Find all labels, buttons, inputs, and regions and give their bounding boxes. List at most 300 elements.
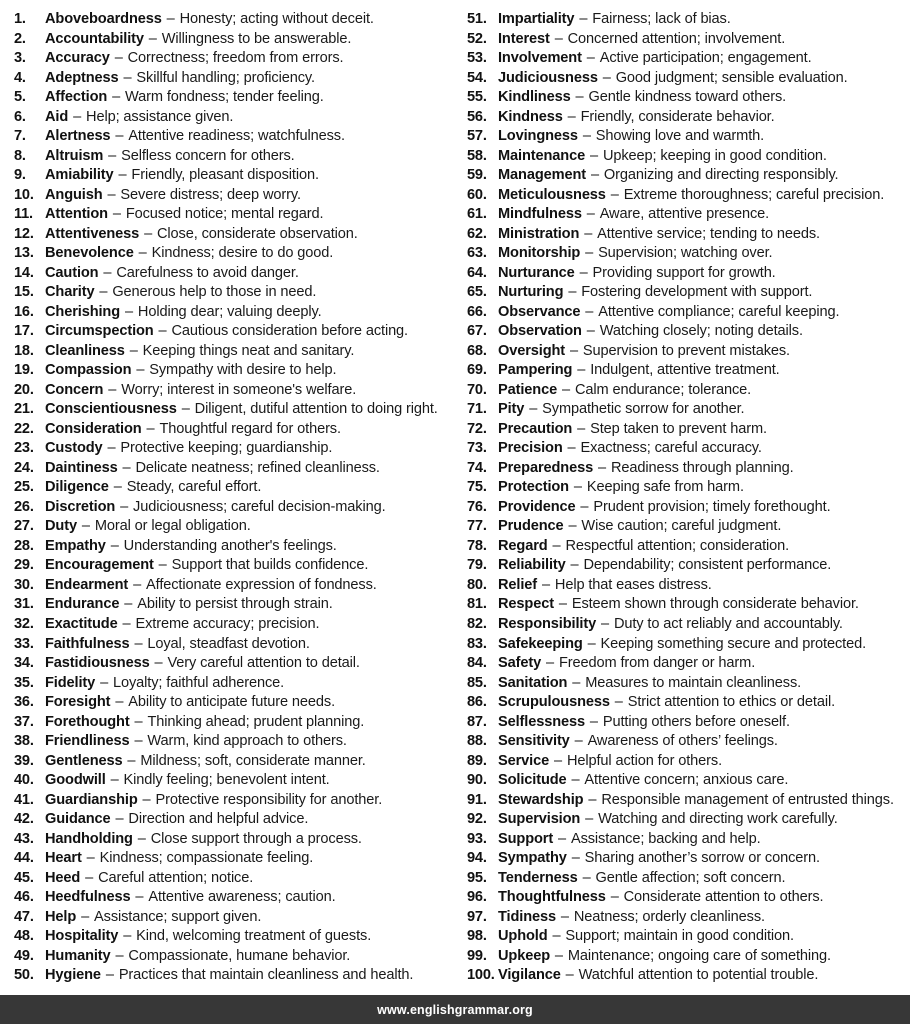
item-term: Heed — [45, 869, 81, 886]
item-definition: Kindness; compassionate feeling. — [99, 850, 314, 867]
footer-bar — [0, 995, 910, 1024]
item-term: Maintenance — [498, 147, 586, 164]
item-separator: – — [582, 323, 599, 340]
list-item — [467, 635, 904, 655]
item-term: Endearment — [45, 576, 129, 593]
item-term: Heart — [45, 850, 82, 867]
list-item — [14, 264, 451, 284]
list-item — [467, 478, 904, 498]
item-number: 56. — [467, 108, 487, 125]
list-item — [14, 576, 451, 596]
item-number: 33. — [14, 635, 34, 652]
list-item — [467, 947, 904, 967]
item-definition: Measures to maintain cleanliness. — [585, 674, 802, 691]
item-number: 44. — [14, 850, 34, 867]
item-number: 12. — [14, 225, 34, 242]
item-definition: Protective keeping; guardianship. — [120, 440, 333, 457]
item-number: 6. — [14, 108, 26, 125]
item-separator: – — [69, 108, 86, 125]
item-number: 93. — [467, 830, 487, 847]
item-number: 73. — [467, 440, 487, 457]
list-item — [467, 888, 904, 908]
two-column-layout — [0, 10, 910, 986]
item-number: 11. — [14, 206, 33, 223]
list-item — [14, 244, 451, 264]
item-number: 89. — [467, 752, 487, 769]
item-separator: – — [586, 147, 602, 164]
list-item — [14, 713, 451, 733]
list-item — [14, 381, 451, 401]
item-number: 75. — [467, 479, 487, 496]
list-item — [467, 303, 904, 323]
list-item — [467, 127, 904, 147]
item-separator: – — [116, 498, 133, 515]
list-item — [14, 752, 451, 772]
item-term: Adeptness — [45, 69, 119, 86]
item-definition: Help that eases distress. — [554, 576, 712, 593]
list-item — [14, 10, 451, 30]
item-term: Meticulousness — [498, 186, 606, 203]
item-separator: – — [150, 655, 167, 672]
item-definition: Friendly, considerate behavior. — [580, 108, 775, 125]
item-term: Providence — [498, 498, 576, 515]
item-term: Concern — [45, 381, 104, 398]
item-number: 85. — [467, 674, 487, 691]
item-number: 50. — [14, 967, 34, 984]
item-separator: – — [111, 128, 128, 145]
item-number: 4. — [14, 69, 26, 86]
item-term: Regard — [498, 537, 548, 554]
item-number: 76. — [467, 498, 487, 515]
item-number: 64. — [467, 264, 487, 281]
item-term: Affection — [45, 89, 108, 106]
item-definition: Attentive concern; anxious care. — [584, 772, 789, 789]
item-term: Selflessness — [498, 713, 585, 730]
item-separator: – — [563, 440, 580, 457]
item-number: 42. — [14, 811, 34, 828]
list-item — [14, 635, 451, 655]
list-item — [14, 205, 451, 225]
item-term: Hospitality — [45, 928, 119, 945]
item-definition: Loyalty; faithful adherence. — [113, 674, 285, 691]
item-separator: – — [130, 635, 147, 652]
item-number: 37. — [14, 713, 34, 730]
item-number: 23. — [14, 440, 34, 457]
item-number: 22. — [14, 420, 34, 437]
item-term: Observation — [498, 323, 582, 340]
list-item — [14, 498, 451, 518]
item-separator: – — [119, 928, 136, 945]
item-separator: – — [550, 30, 567, 47]
item-separator: – — [556, 908, 573, 925]
list-item — [467, 771, 904, 791]
item-definition: Affectionate expression of fondness. — [146, 576, 377, 593]
list-item — [467, 908, 904, 928]
list-item — [467, 674, 904, 694]
item-number: 27. — [14, 518, 34, 535]
item-term: Circumspection — [45, 323, 154, 340]
item-definition: Keeping something secure and protected. — [600, 635, 867, 652]
item-definition: Focused notice; mental regard. — [125, 206, 324, 223]
list-item — [14, 108, 451, 128]
list-item — [14, 771, 451, 791]
list-item — [467, 869, 904, 889]
list-item — [14, 966, 451, 986]
item-number: 58. — [467, 147, 487, 164]
item-separator: – — [99, 264, 116, 281]
list-item — [467, 439, 904, 459]
item-definition: Assistance; support given. — [94, 908, 262, 925]
item-term: Tenderness — [498, 869, 578, 886]
item-definition: Close support through a process. — [150, 830, 362, 847]
item-term: Nurturing — [498, 284, 564, 301]
item-separator: – — [101, 967, 118, 984]
list-item — [14, 654, 451, 674]
item-term: Aboveboardness — [45, 11, 162, 27]
item-number: 86. — [467, 694, 487, 711]
item-term: Fidelity — [45, 674, 96, 691]
item-term: Prudence — [498, 518, 564, 535]
item-term: Support — [498, 830, 554, 847]
item-number: 77. — [467, 518, 487, 535]
list-item — [14, 947, 451, 967]
item-term: Conscientiousness — [45, 401, 177, 418]
item-separator: – — [109, 479, 126, 496]
item-term: Compassion — [45, 362, 132, 379]
item-number: 20. — [14, 381, 34, 398]
item-term: Exactitude — [45, 615, 118, 632]
item-term: Accuracy — [45, 50, 110, 67]
item-separator: – — [548, 537, 565, 554]
item-number: 47. — [14, 908, 34, 925]
item-separator: – — [77, 518, 94, 535]
item-separator: – — [538, 576, 554, 593]
item-definition: Thinking ahead; prudent planning. — [147, 713, 365, 730]
item-definition: Honesty; acting without deceit. — [179, 11, 374, 27]
item-separator: – — [606, 889, 623, 906]
list-item — [14, 732, 451, 752]
item-definition: Attentive readiness; watchfulness. — [128, 128, 345, 145]
item-separator: – — [548, 928, 565, 945]
item-term: Forethought — [45, 713, 130, 730]
item-number: 57. — [467, 128, 487, 145]
left-column — [0, 10, 455, 986]
item-definition: Providing support for growth. — [592, 264, 776, 281]
item-definition: Willingness to be answerable. — [161, 30, 352, 47]
list-item — [467, 830, 904, 850]
item-term: Heedfulness — [45, 889, 131, 906]
list-item — [14, 517, 451, 537]
item-definition: Understanding another's feelings. — [123, 537, 337, 554]
list-item — [467, 205, 904, 225]
item-definition: Support that builds confidence. — [171, 557, 369, 574]
item-separator: – — [108, 89, 125, 106]
item-number: 97. — [467, 908, 487, 925]
list-item — [467, 420, 904, 440]
item-number: 16. — [14, 303, 34, 320]
item-term: Preparedness — [498, 459, 594, 476]
item-term: Ministration — [498, 225, 580, 242]
item-definition: Step taken to prevent harm. — [590, 420, 767, 437]
item-definition: Cautious consideration before acting. — [171, 323, 408, 340]
item-number: 13. — [14, 245, 34, 262]
list-item — [14, 459, 451, 479]
list-item — [467, 576, 904, 596]
item-term: Discretion — [45, 498, 116, 515]
item-definition: Direction and helpful advice. — [128, 811, 309, 828]
item-separator: – — [570, 733, 587, 750]
item-definition: Watching and directing work carefully. — [598, 811, 838, 828]
list-item — [14, 888, 451, 908]
item-term: Safekeeping — [498, 635, 583, 652]
item-separator: – — [569, 479, 586, 496]
item-separator: – — [111, 694, 128, 711]
item-definition: Responsible management of entrusted things. — [601, 791, 894, 808]
item-term: Relief — [498, 576, 538, 593]
item-number: 17. — [14, 323, 34, 340]
item-term: Caution — [45, 264, 99, 281]
item-definition: Assistance; backing and help. — [570, 830, 761, 847]
item-definition: Readiness through planning. — [610, 459, 794, 476]
item-separator: – — [144, 30, 161, 47]
list-item — [14, 869, 451, 889]
item-number: 29. — [14, 557, 34, 574]
list-item — [467, 30, 904, 50]
item-separator: – — [142, 420, 159, 437]
item-separator: – — [108, 206, 125, 223]
list-item — [14, 908, 451, 928]
item-separator: – — [581, 811, 598, 828]
item-separator: – — [573, 420, 590, 437]
item-number: 7. — [14, 128, 26, 145]
item-definition: Neatness; orderly cleanliness. — [573, 908, 765, 925]
item-term: Stewardship — [498, 791, 584, 808]
item-separator: – — [119, 69, 136, 86]
item-definition: Attentive compliance; careful keeping. — [598, 303, 840, 320]
item-number: 96. — [467, 889, 487, 906]
item-separator: – — [129, 576, 146, 593]
item-term: Kindness — [498, 108, 563, 125]
item-term: Empathy — [45, 537, 106, 554]
item-separator: – — [104, 381, 121, 398]
item-number: 34. — [14, 655, 34, 672]
item-separator: – — [598, 69, 615, 86]
item-separator: – — [162, 11, 179, 27]
item-number: 18. — [14, 342, 34, 359]
list-item — [467, 186, 904, 206]
item-separator: – — [582, 50, 599, 67]
item-separator: – — [123, 752, 140, 769]
item-number: 25. — [14, 479, 34, 496]
item-number: 71. — [467, 401, 487, 418]
item-definition: Warm fondness; tender feeling. — [125, 89, 324, 106]
list-item — [14, 537, 451, 557]
item-number: 63. — [467, 245, 487, 262]
item-number: 78. — [467, 537, 487, 554]
item-definition: Warm, kind approach to others. — [147, 733, 347, 750]
item-separator: – — [581, 245, 598, 262]
item-term: Upkeep — [498, 947, 550, 964]
item-term: Management — [498, 167, 587, 184]
item-definition: Keeping things neat and sanitary. — [142, 342, 355, 359]
item-separator: – — [134, 245, 151, 262]
list-item — [14, 361, 451, 381]
item-number: 90. — [467, 772, 487, 789]
item-separator: – — [575, 11, 592, 27]
list-item — [467, 732, 904, 752]
list-item — [14, 693, 451, 713]
item-number: 60. — [467, 186, 487, 203]
item-number: 100. — [467, 967, 495, 984]
list-item — [467, 791, 904, 811]
list-item — [467, 556, 904, 576]
item-definition: Keeping safe from harm. — [586, 479, 744, 496]
item-term: Humanity — [45, 947, 111, 964]
item-definition: Holding dear; valuing deeply. — [137, 303, 322, 320]
website-url: www.englishgrammar.org — [377, 1002, 533, 1017]
item-separator: – — [138, 791, 155, 808]
item-term: Help — [45, 908, 77, 925]
list-item — [467, 752, 904, 772]
item-definition: Dependability; consistent performance. — [583, 557, 832, 574]
list-item — [467, 498, 904, 518]
item-definition: Support; maintain in good condition. — [565, 928, 794, 945]
item-term: Friendliness — [45, 733, 130, 750]
item-number: 74. — [467, 459, 487, 476]
item-separator: – — [130, 713, 147, 730]
item-number: 36. — [14, 694, 34, 711]
item-separator: – — [583, 635, 600, 652]
list-item — [14, 342, 451, 362]
list-item — [14, 849, 451, 869]
item-definition: Organizing and directing responsibly. — [603, 167, 839, 184]
item-definition: Judiciousness; careful decision-making. — [133, 498, 386, 515]
item-definition: Fostering development with support. — [581, 284, 813, 301]
item-definition: Practices that maintain cleanliness and health. — [118, 967, 414, 984]
item-definition: Duty to act reliably and accountably. — [613, 615, 843, 632]
item-term: Vigilance — [498, 967, 561, 984]
item-separator: – — [573, 362, 590, 379]
item-definition: Moral or legal obligation. — [94, 518, 251, 535]
item-definition: Kindly feeling; benevolent intent. — [123, 772, 330, 789]
item-separator: – — [118, 615, 135, 632]
item-number: 72. — [467, 420, 487, 437]
item-term: Cleanliness — [45, 342, 125, 359]
item-separator: – — [140, 225, 157, 242]
item-definition: Exactness; careful accuracy. — [580, 440, 762, 457]
item-term: Anguish — [45, 186, 103, 203]
item-number: 5. — [14, 89, 26, 106]
item-definition: Extreme thoroughness; careful precision. — [623, 186, 885, 203]
item-term: Cherishing — [45, 303, 121, 320]
item-definition: Kindness; desire to do good. — [151, 245, 334, 262]
item-number: 15. — [14, 284, 34, 301]
item-separator: – — [551, 947, 567, 964]
item-term: Tidiness — [498, 908, 556, 925]
item-separator: – — [106, 537, 123, 554]
item-number: 43. — [14, 830, 34, 847]
item-term: Accountability — [45, 30, 144, 47]
list-item — [467, 225, 904, 245]
item-number: 52. — [467, 30, 487, 47]
item-separator: – — [103, 186, 120, 203]
list-item — [467, 459, 904, 479]
item-term: Attentiveness — [45, 225, 140, 242]
list-item — [14, 147, 451, 167]
item-definition: Generous help to those in need. — [112, 284, 317, 301]
list-item — [467, 615, 904, 635]
item-term: Encouragement — [45, 557, 154, 574]
item-separator: – — [106, 772, 123, 789]
item-number: 32. — [14, 615, 34, 632]
item-term: Observance — [498, 303, 581, 320]
item-term: Gentleness — [45, 752, 123, 769]
item-definition: Upkeep; keeping in good condition. — [602, 147, 827, 164]
item-separator: – — [103, 440, 120, 457]
item-term: Sanitation — [498, 674, 568, 691]
item-separator: – — [130, 733, 147, 750]
item-definition: Protective responsibility for another. — [155, 791, 383, 808]
item-separator: – — [177, 401, 194, 418]
word-list-left — [14, 10, 451, 986]
list-item — [14, 303, 451, 323]
item-number: 65. — [467, 284, 487, 301]
item-definition: Sharing another’s sorrow or concern. — [584, 850, 820, 867]
item-definition: Carefulness to avoid danger. — [116, 264, 299, 281]
list-item — [14, 166, 451, 186]
item-definition: Freedom from danger or harm. — [558, 655, 756, 672]
item-number: 92. — [467, 811, 487, 828]
item-number: 26. — [14, 498, 34, 515]
item-definition: Sympathy with desire to help. — [149, 362, 337, 379]
item-definition: Gentle kindness toward others. — [588, 89, 787, 106]
item-separator: – — [154, 557, 171, 574]
item-separator: – — [584, 791, 601, 808]
item-number: 54. — [467, 69, 487, 86]
item-number: 24. — [14, 459, 34, 476]
item-separator: – — [580, 225, 597, 242]
item-definition: Helpful action for others. — [566, 752, 723, 769]
list-item — [467, 713, 904, 733]
item-definition: Extreme accuracy; precision. — [135, 615, 320, 632]
item-number: 87. — [467, 713, 487, 730]
item-term: Oversight — [498, 342, 566, 359]
item-definition: Considerate attention to others. — [623, 889, 824, 906]
item-separator: – — [568, 674, 585, 691]
item-term: Guardianship — [45, 791, 138, 808]
item-number: 79. — [467, 557, 487, 574]
item-separator: – — [571, 89, 588, 106]
item-definition: Active participation; engagement. — [599, 50, 812, 67]
item-definition: Attentive awareness; caution. — [148, 889, 336, 906]
item-separator: – — [96, 674, 113, 691]
item-number: 38. — [14, 733, 34, 750]
item-term: Uphold — [498, 928, 548, 945]
item-number: 61. — [467, 206, 487, 223]
list-item — [14, 478, 451, 498]
item-term: Duty — [45, 518, 77, 535]
item-number: 69. — [467, 362, 487, 379]
item-term: Aid — [45, 108, 69, 125]
item-term: Supervision — [498, 811, 581, 828]
item-separator: – — [125, 342, 142, 359]
item-separator: – — [610, 694, 627, 711]
item-definition: Concerned attention; involvement. — [567, 30, 786, 47]
list-item — [467, 537, 904, 557]
item-definition: Maintenance; ongoing care of something. — [567, 947, 831, 964]
item-separator: – — [587, 167, 603, 184]
list-item — [14, 30, 451, 50]
